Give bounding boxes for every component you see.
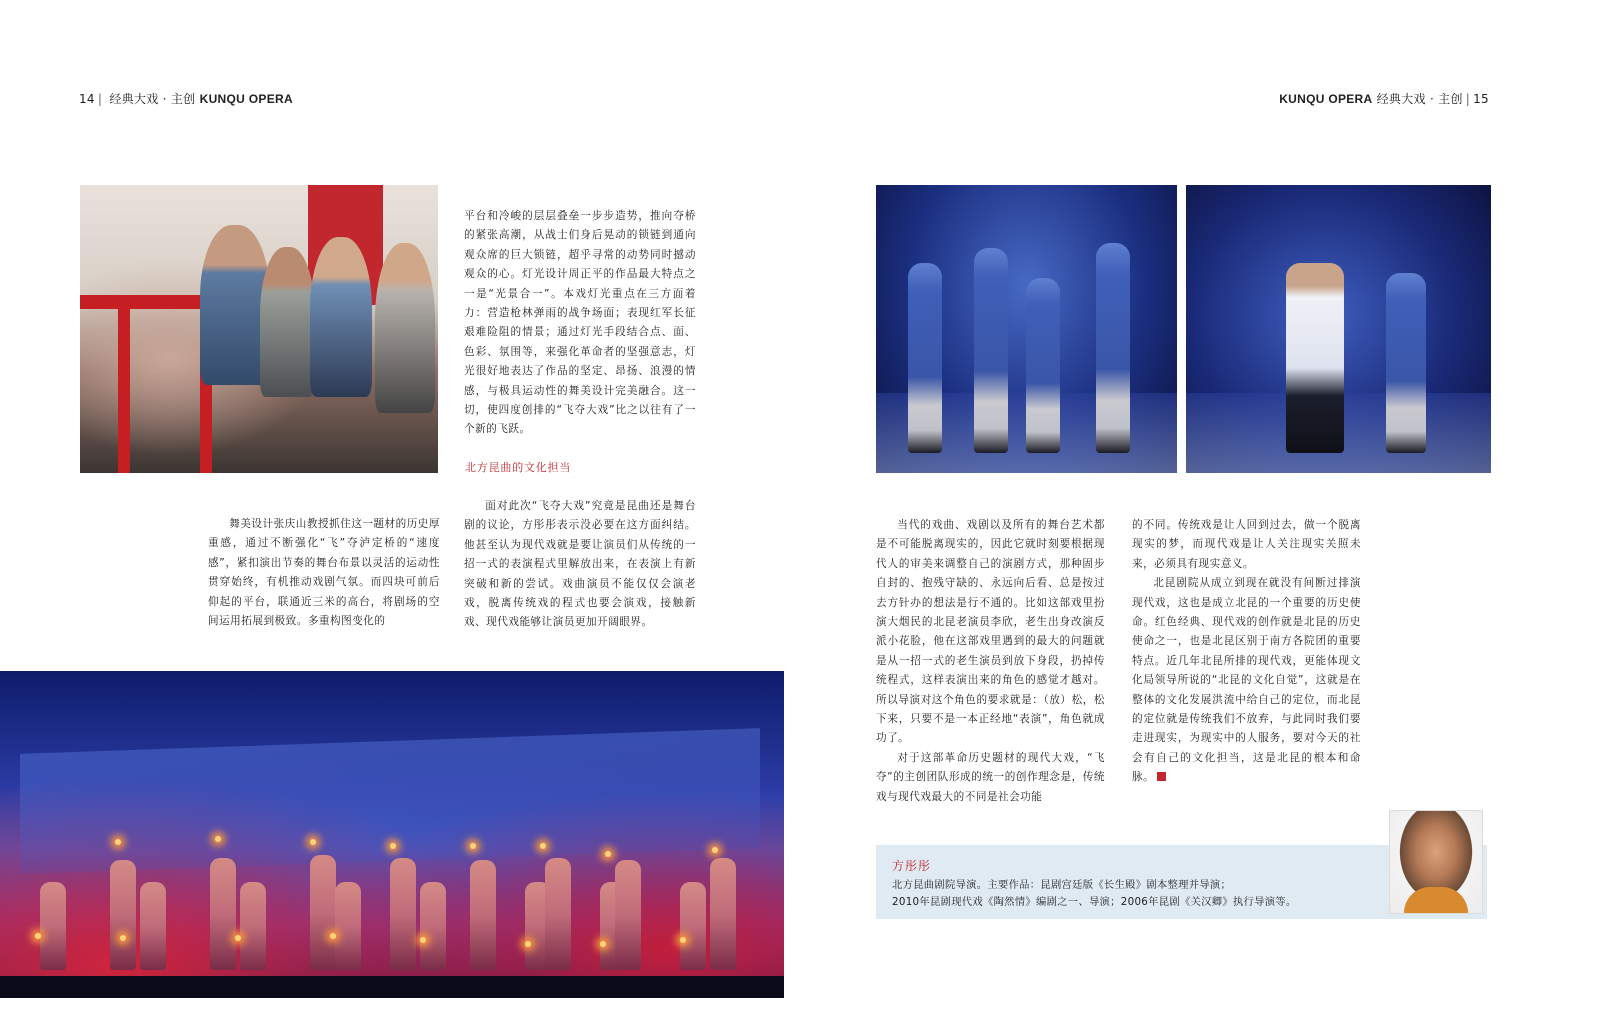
paragraph [1132,574,1361,787]
torch-light [390,843,396,849]
left-page-number: 14 [79,92,95,106]
paragraph: 平台和冷峻的层层叠垒一步步造势，推向夺桥的紧张高潮，从战士们身后晃动的锁链到通向观众席的巨大锁链，超乎寻常的动势同时撼动观众的心。灯光设计周正平的作品最大特点之一是“光景合一”。本戏灯光重点在三方面着力：营造枪林弹雨的战争场面；表现红军长征艰难险阻的情景；通过灯光手段结合点、面、色彩、氛围等，来强化革命者的坚强意志，灯光很好地表达了作品的坚定、昂扬、浪漫的情感，与极具运动性的舞美设计完美融合。这一切，使四度创排的“飞夺大戏”比之以往有了一个新的飞跃。 [464,210,696,436]
stage-floor-edge [0,976,784,998]
torch-light [310,839,316,845]
stage-performance-photo [0,671,784,998]
torch-light [115,839,121,845]
paragraph: 面对此次“飞夺大戏”究竟是昆曲还是舞台剧的议论，方彤彤表示没必要在这方面纠结。他甚至认为现代戏就是要让演员们从传统的一招一式的表演程式里解放出来，在表演上有新突破和新的尝试。戏曲演员不能仅仅会演老戏，脱离传统戏的程式也要会演戏，接触新戏、现代戏能够让演员更加开阔眼界。 [464,500,696,629]
left-section-label: 经典大戏 · 主创 [109,92,196,106]
dancer-figure [240,882,266,970]
dancer-figure [40,882,66,970]
article-column-c [876,516,1105,807]
paragraph: 舞美设计张庆山教授抓住这一题材的历史厚重感，通过不断强化“飞”夺泸定桥的“速度感”，紧扣演出节奏的舞台布景以灵活的运动性贯穿始终，有机推动戏剧气氛。而四块可前后仰起的平台，联通近三米的高台，将剧场的空间运用拓展到极致。多重构图变化的 [208,518,440,628]
right-page-header [1279,90,1489,107]
soldiers-stage-photo [876,185,1177,473]
dancer-figure [335,882,361,970]
dancer-figure [420,882,446,970]
paragraph-text: 北昆剧院从成立到现在就没有间断过排演现代戏，这也是成立北昆的一个重要的历史使命。红色经典、现代戏的创作就是北昆的历史使命之一，也是北昆区别于南方各院团的重要特点。近几年北昆所排的现代戏，更能体现文化局领导所说的“北昆的文化自觉”，这就是在整体的文化发展洪流中给自己的定位，而北昆的定位就是传统我们不放弃，与此同时我们要走进现实，为现实中的人服务，要对今天的社会有自己的文化担当，这是北昆的根本和命脉。 [1132,577,1361,784]
dancer-figure [470,860,496,970]
soldier-figure [1026,278,1060,453]
person-figure [310,237,372,397]
dancer-figure [710,858,736,970]
article-column-a-bottom [464,497,696,633]
torch-light [600,941,606,947]
torch-light [470,843,476,849]
torch-light [35,933,41,939]
torch-light [712,847,718,853]
bio-line: 2010年昆剧现代戏《陶然情》编剧之一、导演；2006年昆剧《关汉卿》执行导演等。 [892,895,1297,908]
author-portrait [1389,810,1483,914]
soldier-figure [1096,243,1130,453]
right-brand: KUNQU OPERA [1279,92,1373,106]
torch-light [120,935,126,941]
bio-name: 方彤彤 [892,859,932,873]
article-column-a-top [464,207,696,440]
torch-light [540,843,546,849]
right-page-number: 15 [1473,92,1489,106]
paragraph: 对于这部革命历史题材的现代大戏，“飞夺”的主创团队形成的统一的创作理念是，传统戏与现代戏最大的不同是社会功能 [876,751,1105,803]
end-mark [1157,772,1166,781]
dancer-figure [390,858,416,970]
rehearsal-photo [80,185,438,473]
torch-light [680,937,686,943]
dancer-figure [110,860,136,970]
dancer-figure [615,860,641,970]
soldier-figure [908,263,942,453]
header-divider: | [97,92,103,106]
dancer-figure [545,858,571,970]
dancer-figure [140,882,166,970]
actor-white-shirt [1286,263,1344,453]
dancer-figure [680,882,706,970]
binocular-scene-photo [1186,185,1491,473]
section-heading: 北方昆曲的文化担当 [465,461,572,474]
dancer-figure [310,855,336,970]
left-page-header [79,90,293,107]
bio-line: 北方昆曲剧院导演。主要作品：昆剧宫廷版《长生殿》剧本整理并导演； [892,879,1232,891]
dancer-figure [210,858,236,970]
torch-light [525,941,531,947]
paragraph: 的不同。传统戏是让人回到过去，做一个脱离现实的梦，而现代戏是让人关注现实关照未来，必须具有现实意义。 [1132,519,1361,570]
right-section-label: 经典大戏 · 主创 [1376,92,1463,106]
article-column-b [208,515,440,631]
torch-light [215,836,221,842]
header-divider: | [1465,92,1471,106]
person-figure [260,247,315,397]
soldier-figure [974,248,1008,453]
left-brand: KUNQU OPERA [199,92,293,106]
bio-text [892,877,1372,910]
torch-light [420,937,426,943]
person-figure [375,243,435,413]
article-column-d [1132,516,1361,788]
torch-light [605,851,611,857]
stage-ramp [20,728,760,874]
torch-light [235,935,241,941]
torch-light [330,933,336,939]
soldier-figure [1386,273,1426,453]
portrait-shirt [1404,887,1468,913]
paragraph: 当代的戏曲、戏剧以及所有的舞台艺术都是不可能脱离现实的，因此它就时刻要根据现代人的审美来调整自己的演剧方式，那种固步自封的、抱残守缺的、永远向后看、总是按过去方针办的想法是行不通的。比如这部戏里扮演大烟民的北昆老演员李欣，老生出身改演反派小花脸，他在这部戏里遇到的最大的问题就是从一招一式的老生演员到放下身段，扔掉传统程式，这样表演出来的角色的感觉才越对。所以导演对这个角色的要求就是：（放）松，松下来，只要不是一本正经地“表演”，角色就成功了。 [876,519,1105,745]
